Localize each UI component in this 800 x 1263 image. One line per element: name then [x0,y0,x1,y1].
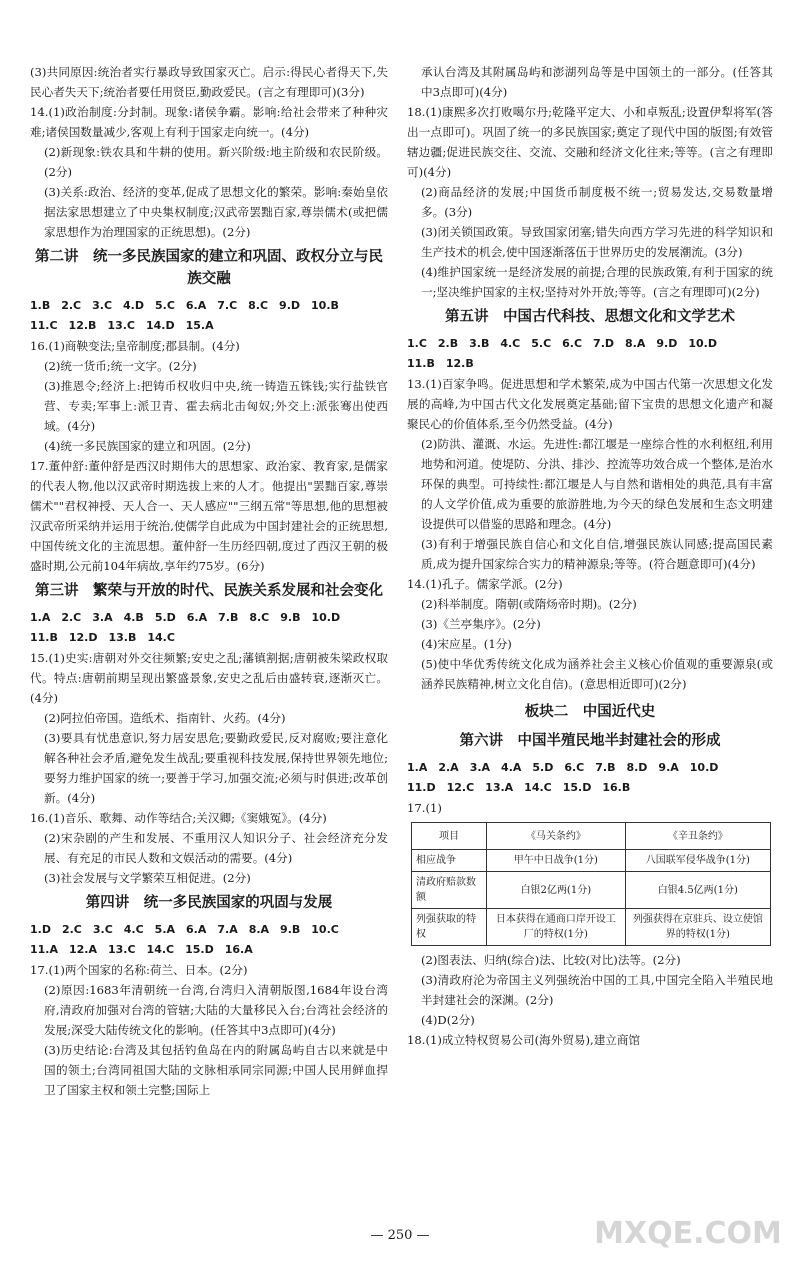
answer-paragraph: (2)商品经济的发展;中国货币制度极不统一;贸易发达,交易数量增多。(3分) [421,185,773,219]
table-cell: 日本获得在通商口岸开设工厂的特权(1分) [487,909,626,946]
answer-paragraph: (3)推恩令;经济上:把铸币权收归中央,统一铸造五铢钱;实行盐铁官营、专卖;军事上:派卫青、霍去病北击匈奴;外交上:派张骞出使西域。(4分) [44,379,388,433]
answer-paragraph: (2)防洪、灌溉、水运。先进性:都江堰是一座综合性的水利枢纽,利用地势和河道。使堤防、分洪、排沙、控流等功效合成一个整体,是治水环保的典型。可持续性:都江堰是人与自然和谐相处的典范,具有丰富的人文学价值,成为重要的旅游胜地,为今天的绿色发展和生态文明建设提供可以借鉴的思路和理念。(4分) [421,437,773,531]
section-heading: 第六讲 中国半殖民地半封建社会的形成 [459,733,721,749]
answer-paragraph: 17.(1) [407,801,442,815]
table-header-row [412,823,771,850]
answer-paragraph: 16.(1)音乐、歌舞、动作等结合;关汉卿;《窦娥冤》。(4分) [30,811,327,825]
answer-paragraph: 18.(1)康熙多次打败噶尔丹;乾隆平定大、小和卓叛乱;设置伊犁将军(答出一点即可)。巩固了统一的多民族国家;奠定了现代中国的版图;有效管辖边疆;促进民族交往、交流、交融和经济文化往来;等等。(言之有理即可)(4分) [407,105,773,179]
answer-paragraph: 17.(1)两个国家的名称:荷兰、日本。(2分) [30,963,248,977]
choice-answers-line: 11.B 12.D 13.B 14.C [30,631,175,644]
answer-paragraph: (4)D(2分) [421,1013,475,1027]
choice-answers-line: 1.D 2.C 3.C 4.C 5.A 6.A 7.A 8.A 9.B 10.C [30,923,339,936]
left-column [30,62,388,1100]
watermark-logo [588,1195,788,1255]
table-cell: 列强获取的特权 [412,909,487,946]
answer-paragraph: 18.(1)成立特权贸易公司(海外贸易),建立商馆 [407,1033,641,1047]
answer-paragraph: (2)科举制度。隋朝(或隋炀帝时期)。(2分) [421,597,637,611]
block-heading: 板块二 中国近代史 [524,704,656,720]
answer-paragraph: (3)有利于增强民族自信心和文化自信,增强民族认同感;提高国民素质,成为提升国家综合实力的精神源泉;等等。(符合题意即可)(4分) [421,537,773,571]
table-row [412,909,771,946]
table-cell: 相应战争 [412,850,487,872]
table-cell: 八国联军侵华战争(1分) [625,850,770,872]
answer-paragraph: (3)清政府沦为帝国主义列强统治中国的工具,中国完全陷入半殖民地半封建社会的深渊。(2分) [421,973,773,1007]
right-bottom-content [407,950,773,1050]
choice-answers-line: 11.B 12.B [407,357,474,370]
table-header-cell: 项目 [412,823,487,850]
answer-paragraph: (2)统一货币;统一文字。(2分) [44,359,197,373]
answer-paragraph: (3)《兰亭集序》。(2分) [421,617,541,631]
answer-paragraph: (3)关系:政治、经济的变革,促成了思想文化的繁荣。影响:秦始皇依据法家思想建立了中央集权制度;汉武帝罢黜百家,尊崇儒术(或把儒家思想作为治理国家的正统思想)。(2分) [44,185,388,239]
answer-paragraph: (3)共同原因:统治者实行暴政导致国家灭亡。启示:得民心者得天下,失民心者失天下;统治者要任用贤臣,勤政爱民。(言之有理即可)(3分) [30,65,388,99]
choice-answers-line: 1.C 2.B 3.B 4.C 5.C 6.C 7.D 8.A 9.D 10.D [407,337,717,350]
watermark-text: MXQE.COM [594,1216,782,1251]
right-top-content [407,62,773,818]
answer-paragraph: (3)要具有忧患意识,努力居安思危;要勤政爱民,反对腐败;要注意化解各种社会矛盾,避免发生战乱;要重视科技发展,保持世界领先地位;要努力维护国家的统一;要善于学习,加强交流;必须与时俱进;改革创新。(4分) [44,731,388,805]
section-heading: 第二讲 统一多民族国家的建立和巩固、政权分立与民族交融 [35,249,383,287]
answer-paragraph: (2)原因:1683年清朝统一台湾,台湾归入清朝版图,1684年设台湾府,清政府加强对台湾的管辖;大陆的大量移民入台;台湾社会经济的发展;深受大陆传统文化的影响。(任答其中3点即可)(4分) [44,983,388,1037]
choice-answers-line: 1.A 2.A 3.A 4.A 5.D 6.C 7.B 8.D 9.A 10.D [407,761,719,774]
answer-paragraph: (2)阿拉伯帝国。造纸术、指南针、火药。(4分) [44,711,286,725]
table-cell: 清政府赔款数额 [412,872,487,909]
section-heading: 第三讲 繁荣与开放的时代、民族关系发展和社会变化 [35,583,383,599]
answer-paragraph: 15.(1)史实:唐朝对外交往频繁;安史之乱;藩镇割据;唐朝被朱梁政权取代。特点:唐朝前期呈现出繁盛景象,安史之乱后由盛转衰,逐渐灭亡。(4分) [30,651,388,705]
choice-answers-line: 1.B 2.C 3.C 4.D 5.C 6.A 7.C 8.C 9.D 10.B [30,299,339,312]
answer-paragraph: (4)统一多民族国家的建立和巩固。(2分) [44,439,251,453]
section-heading: 第五讲 中国古代科技、思想文化和文学艺术 [445,309,735,325]
table-header-cell: 《马关条约》 [487,823,626,850]
table-cell: 白银4.5亿两(1分) [625,872,770,909]
answer-paragraph: 14.(1)孔子。儒家学派。(2分) [407,577,563,591]
answer-paragraph: (2)图表法、归纳(综合)法、比较(对比)法等。(2分) [421,953,681,967]
section-heading: 第四讲 统一多民族国家的巩固与发展 [85,895,333,911]
page-number: — 250 — [370,1228,430,1243]
table-cell: 白银2亿两(1分) [487,872,626,909]
answer-paragraph: (4)维护国家统一是经济发展的前提;合理的民族政策,有利于国家的统一;坚决维护国家的主权;坚持对外开放;等等。(言之有理即可)(2分) [421,265,773,299]
answer-paragraph: 承认台湾及其附属岛屿和澎湖列岛等是中国领土的一部分。(任答其中3点即可)(4分) [421,65,773,99]
answer-paragraph: 14.(1)政治制度:分封制。现象:诸侯争霸。影响:给社会带来了种种灾难;诸侯国数量减少,客观上有利于国家走向统一。(4分) [30,105,388,139]
answer-paragraph: (3)闭关锁国政策。导致国家闭塞;错失向西方学习先进的科学知识和生产技术的机会,使中国逐渐落伍于世界历史的发展潮流。(3分) [421,225,773,259]
answer-paragraph: (3)历史结论:台湾及其包括钓鱼岛在内的附属岛屿自古以来就是中国的领土;台湾同祖国大陆的文脉相承同宗同源;中国人民用鲜血捍卫了国家主权和领土完整;国际上 [44,1043,388,1097]
choice-answers-line: 11.D 12.C 13.A 14.C 15.D 16.B [407,781,631,794]
answer-paragraph: (2)宋杂剧的产生和发展、不重用汉人知识分子、社会经济充分发展、有充足的市民人数和文娱活动的需要。(4分) [44,831,388,865]
answer-paragraph: 17.董仲舒:董仲舒是西汉时期伟大的思想家、政治家、教育家,是儒家的代表人物,他以汉武帝时期选拔上来的人才。他提出"罢黜百家,尊崇儒术""君权神授、天人合一、天人感应""三纲五常"等思想,他的思想被汉武帝所采纳并运用于统治,使儒学自此成为中国封建社会的正统思想,中国传统文化的主流思想。董仲舒一生历经四朝,度过了西汉王朝的极盛时期,公元前104年病故,享年约75岁。(6分) [30,459,388,573]
answer-paragraph: 13.(1)百家争鸣。促进思想和学术繁荣,成为中国古代第一次思想文化发展的高峰,为中国古代文化发展奠定基础;留下宝贵的思想文化遗产和凝聚民心的价值体系,至今仍然受益。(4分) [407,377,773,431]
table-header-cell: 《辛丑条约》 [625,823,770,850]
table-row [412,872,771,909]
table-cell: 列强获得在京驻兵、设立使馆界的特权(1分) [625,909,770,946]
answer-paragraph: (5)使中华优秀传统文化成为涵养社会主义核心价值观的重要源泉(或涵养民族精神,树立文化自信)。(意思相近即可)(2分) [421,657,773,691]
table-row [412,850,771,872]
choice-answers-line: 11.A 12.A 13.C 14.C 15.D 16.A [30,943,253,956]
answer-paragraph: (2)新现象:铁农具和牛耕的使用。新兴阶级:地主阶级和农民阶级。(2分) [44,145,388,179]
choice-answers-line: 11.C 12.B 13.C 14.D 15.A [30,319,214,332]
table-cell: 甲午中日战争(1分) [487,850,626,872]
treaty-comparison-table [411,822,771,946]
answer-paragraph: (4)宋应星。(1分) [421,637,512,651]
right-column [407,62,773,1050]
answer-paragraph: (3)社会发展与文学繁荣互相促进。(2分) [44,871,251,885]
choice-answers-line: 1.A 2.C 3.A 4.B 5.D 6.A 7.B 8.C 9.B 10.D [30,611,341,624]
answer-paragraph: 16.(1)商鞅变法;皇帝制度;郡县制。(4分) [30,339,240,353]
